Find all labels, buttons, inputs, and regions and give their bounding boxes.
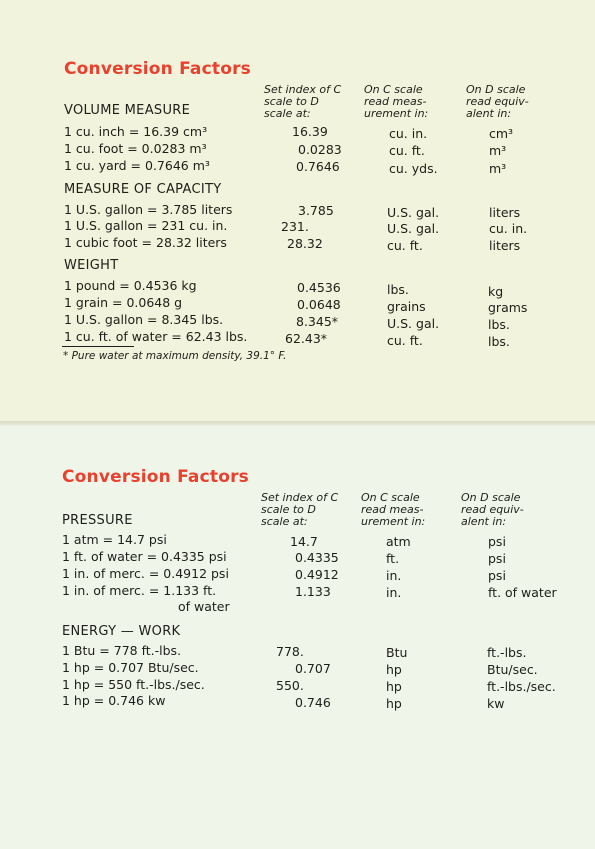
d-scale-unit: lbs.: [488, 334, 510, 349]
table-row-eq: 1 U.S. gallon = 3.785 liters: [64, 202, 233, 217]
index-value: 550.: [276, 678, 304, 693]
c-scale-unit: cu. ft.: [387, 333, 423, 348]
c-scale-unit: hp: [386, 662, 402, 677]
index-value: 16.39: [292, 124, 328, 139]
section-pressure: PRESSURE: [62, 513, 133, 528]
table-row-eq: 1 hp = 0.746 kw: [62, 693, 166, 708]
c-scale-unit: hp: [386, 696, 402, 711]
section-energy-work: ENERGY — WORK: [62, 624, 181, 639]
d-scale-unit: ft.-lbs./sec.: [487, 679, 556, 694]
c-scale-unit: cu. ft.: [389, 143, 425, 158]
table-row-eq: 1 in. of merc. = 1.133 ft.: [62, 583, 217, 598]
index-value: 62.43*: [285, 331, 328, 346]
index-value: 1.133: [295, 584, 331, 599]
index-value: 0.4912: [295, 567, 339, 582]
c-scale-unit: lbs.: [387, 282, 409, 297]
c-scale-unit: hp: [386, 679, 402, 694]
top-header-c-scale: On C scale read meas- urement in:: [364, 83, 429, 120]
section-measure-of-capacity: MEASURE OF CAPACITY: [64, 182, 222, 197]
table-row-eq: 1 cu. foot = 0.0283 m³: [64, 141, 207, 156]
table-row-eq-continued: of water: [178, 599, 230, 614]
c-scale-unit: in.: [386, 568, 402, 583]
table-row-eq: 1 hp = 0.707 Btu/sec.: [62, 660, 199, 675]
index-value: 0.0648: [297, 297, 341, 312]
c-scale-unit: ft.: [386, 551, 400, 566]
table-row-eq: 1 pound = 0.4536 kg: [64, 278, 197, 293]
c-scale-unit: cu. ft.: [387, 238, 423, 253]
table-row-eq: 1 cu. inch = 16.39 cm³: [64, 124, 208, 139]
index-value: 0.0283: [298, 142, 342, 157]
d-scale-unit: kg: [488, 284, 504, 299]
d-scale-unit: kw: [487, 696, 505, 711]
d-scale-unit: ft. of water: [488, 585, 557, 600]
c-scale-unit: U.S. gal.: [387, 316, 440, 331]
table-row-eq: 1 hp = 550 ft.-lbs./sec.: [62, 677, 205, 692]
index-value: 0.4536: [297, 280, 341, 295]
footnote: * Pure water at maximum density, 39.1° F.: [63, 350, 287, 362]
c-scale-unit: in.: [386, 585, 402, 600]
table-row-eq: 1 U.S. gallon = 8.345 lbs.: [64, 312, 224, 327]
bottom-title: Conversion Factors: [62, 467, 249, 487]
d-scale-unit: lbs.: [488, 317, 510, 332]
index-value: 0.746: [295, 695, 331, 710]
table-row-eq: 1 cu. ft. of water = 62.43 lbs.: [64, 329, 248, 344]
c-scale-unit: cu. in.: [389, 126, 428, 141]
d-scale-unit: ft.-lbs.: [487, 645, 527, 660]
index-value: 3.785: [298, 203, 334, 218]
d-scale-unit: grams: [488, 300, 528, 315]
page-fold: [0, 421, 595, 426]
c-scale-unit: U.S. gal.: [387, 221, 440, 236]
index-value: 0.7646: [296, 159, 340, 174]
c-scale-unit: atm: [386, 534, 411, 549]
c-scale-unit: cu. yds.: [389, 161, 438, 176]
d-scale-unit: psi: [488, 551, 506, 566]
index-value: 8.345*: [296, 314, 339, 329]
bottom-header-d-scale: On D scale read equiv- alent in:: [461, 491, 524, 528]
top-title: Conversion Factors: [64, 59, 251, 79]
d-scale-unit: psi: [488, 534, 506, 549]
c-scale-unit: grains: [387, 299, 426, 314]
bottom-header-index: Set index of C scale to D scale at:: [261, 491, 339, 528]
index-value: 231.: [281, 219, 309, 234]
table-row-eq: 1 in. of merc. = 0.4912 psi: [62, 566, 229, 581]
d-scale-unit: cm³: [489, 126, 514, 141]
top-header-d-scale: On D scale read equiv- alent in:: [466, 83, 529, 120]
d-scale-unit: liters: [489, 205, 521, 220]
d-scale-unit: m³: [489, 161, 507, 176]
d-scale-unit: Btu/sec.: [487, 662, 538, 677]
table-row-eq: 1 cu. yard = 0.7646 m³: [64, 158, 210, 173]
table-row-eq: 1 Btu = 778 ft.-lbs.: [62, 643, 182, 658]
d-scale-unit: cu. in.: [489, 221, 528, 236]
table-row-eq: 1 atm = 14.7 psi: [62, 532, 167, 547]
index-value: 0.4335: [295, 550, 339, 565]
table-row-eq: 1 grain = 0.0648 g: [64, 295, 183, 310]
section-weight: WEIGHT: [64, 258, 119, 273]
index-value: 14.7: [290, 534, 318, 549]
footnote-rule: [62, 346, 134, 347]
c-scale-unit: Btu: [386, 645, 408, 660]
top-header-index: Set index of C scale to D scale at:: [264, 83, 342, 120]
d-scale-unit: m³: [489, 143, 507, 158]
section-volume-measure: VOLUME MEASURE: [64, 103, 191, 118]
bottom-header-c-scale: On C scale read meas- urement in:: [361, 491, 426, 528]
table-row-eq: 1 ft. of water = 0.4335 psi: [62, 549, 227, 564]
table-row-eq: 1 cubic foot = 28.32 liters: [64, 235, 227, 250]
c-scale-unit: U.S. gal.: [387, 205, 440, 220]
index-value: 0.707: [295, 661, 331, 676]
d-scale-unit: liters: [489, 238, 521, 253]
table-row-eq: 1 U.S. gallon = 231 cu. in.: [64, 218, 228, 233]
index-value: 28.32: [287, 236, 323, 251]
index-value: 778.: [276, 644, 304, 659]
d-scale-unit: psi: [488, 568, 506, 583]
